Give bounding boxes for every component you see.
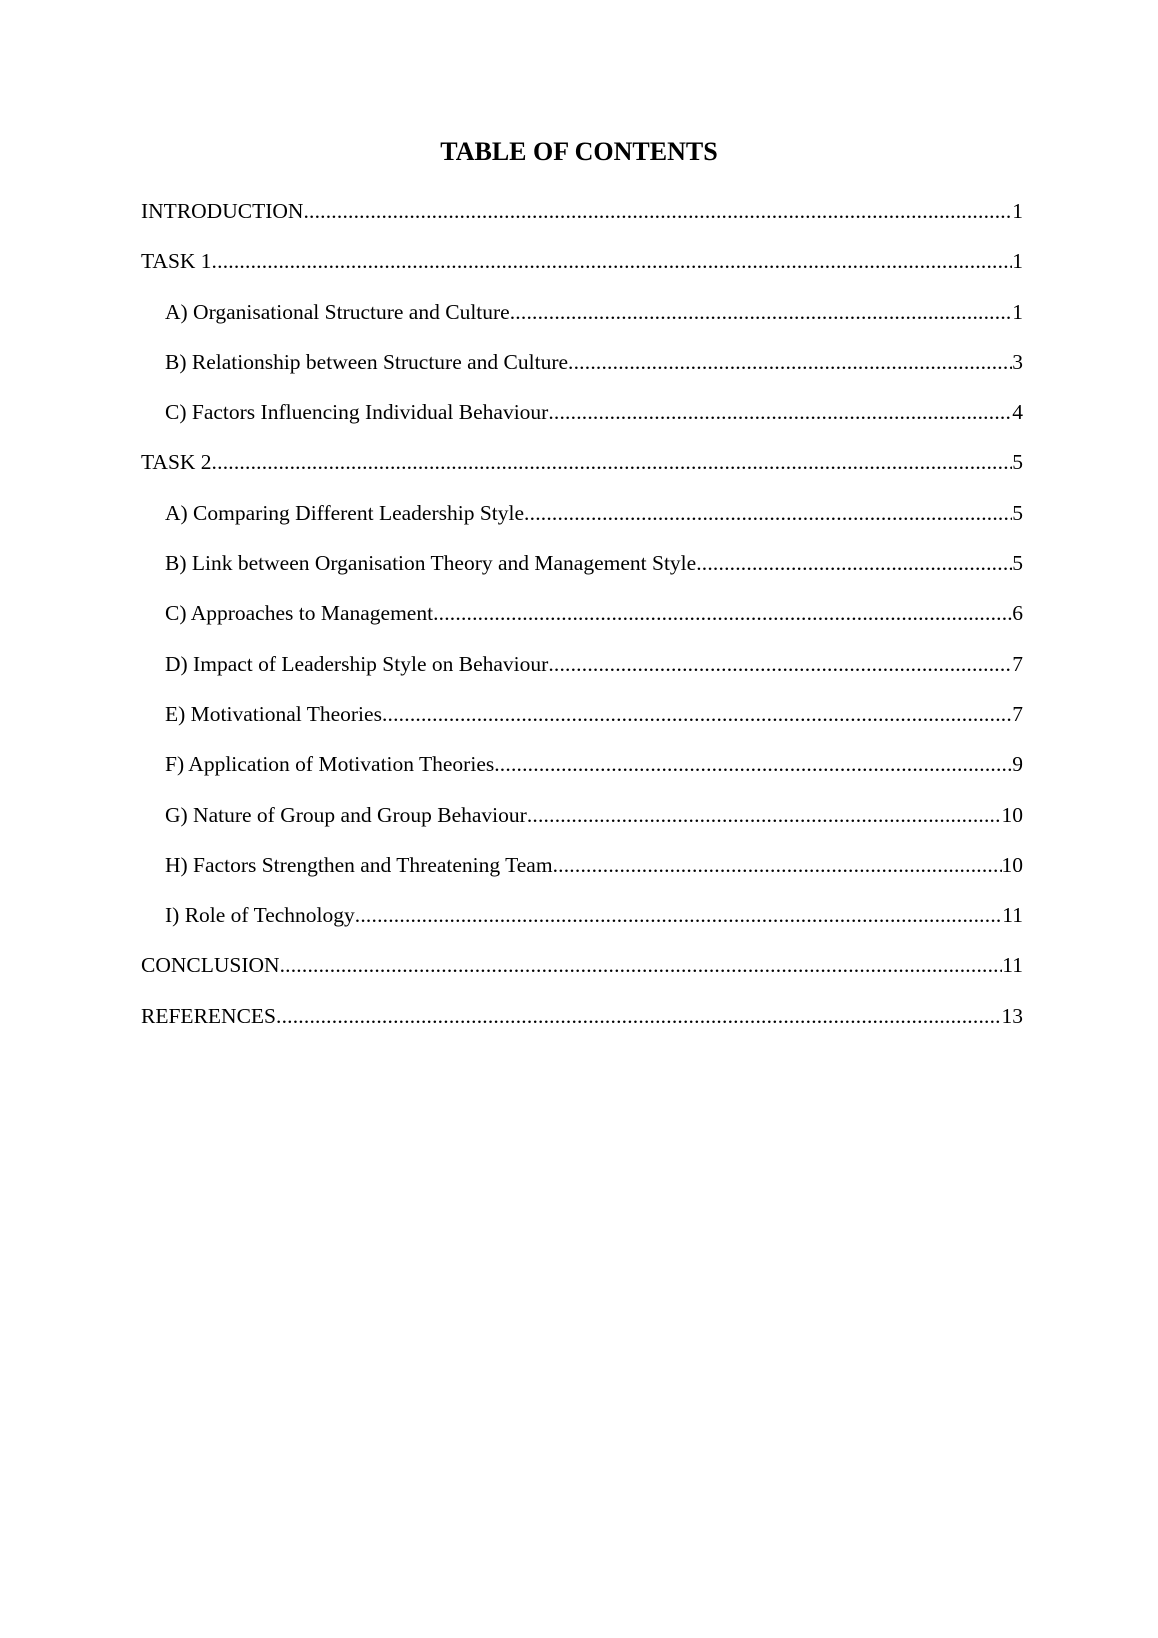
- toc-entry-label: TASK 2: [141, 450, 212, 475]
- toc-entry-page: 5: [1012, 551, 1023, 576]
- toc-entry-structure-culture-relationship[interactable]: [141, 347, 1023, 397]
- toc-dot-leader: [303, 196, 1012, 226]
- toc-entry-organisational-structure[interactable]: [141, 297, 1023, 347]
- toc-entry-organisation-theory[interactable]: [141, 548, 1023, 598]
- toc-dot-leader: [433, 598, 1012, 628]
- toc-entry-label: E) Motivational Theories: [165, 701, 382, 726]
- toc-dot-leader: [524, 498, 1012, 528]
- toc-dot-leader: [510, 297, 1013, 327]
- toc-entry-page: 1: [1012, 199, 1023, 223]
- toc-entry-label: B) Relationship between Structure and Culture: [165, 349, 569, 374]
- toc-entry-label: F) Application of Motivation Theories: [165, 752, 495, 777]
- toc-entry-approaches-management[interactable]: [141, 598, 1023, 648]
- toc-entry-page: 5: [1012, 450, 1023, 475]
- toc-entry-task-2[interactable]: [141, 447, 1023, 497]
- toc-dot-leader: [527, 800, 1002, 830]
- toc-entry-label: G) Nature of Group and Group Behaviour: [165, 802, 527, 827]
- toc-entry-group-behaviour[interactable]: [141, 800, 1023, 850]
- toc-dot-leader: [548, 397, 1012, 427]
- toc-dot-leader: [212, 246, 1013, 276]
- toc-entry-page: 11: [1002, 903, 1023, 928]
- toc-entry-motivation-application[interactable]: [141, 749, 1023, 799]
- toc-dot-leader: [212, 447, 1013, 477]
- toc-entry-team-factors[interactable]: [141, 850, 1023, 900]
- toc-entry-label: A) Organisational Structure and Culture: [165, 299, 510, 324]
- toc-entry-page: 10: [1001, 802, 1023, 827]
- toc-entry-introduction[interactable]: [141, 196, 1023, 246]
- toc-entry-page: 10: [1001, 852, 1023, 877]
- toc-entry-label: CONCLUSION: [141, 953, 280, 978]
- toc-list: [141, 196, 1023, 1051]
- toc-entry-label: A) Comparing Different Leadership Style: [165, 500, 525, 525]
- toc-entry-page: 11: [1002, 953, 1023, 978]
- toc-dot-leader: [568, 347, 1012, 377]
- toc-entry-page: 1: [1012, 299, 1023, 324]
- toc-entry-label: TASK 1: [141, 249, 212, 274]
- toc-entry-page: 4: [1012, 400, 1023, 425]
- toc-entry-references[interactable]: [141, 1001, 1023, 1051]
- toc-entry-label: C) Factors Influencing Individual Behaviour: [165, 400, 549, 425]
- toc-entry-individual-behaviour[interactable]: [141, 397, 1023, 447]
- toc-title: TABLE OF CONTENTS: [440, 137, 718, 166]
- toc-dot-leader: [696, 548, 1012, 578]
- toc-entry-label: REFERENCES: [141, 1003, 276, 1028]
- toc-dot-leader: [280, 950, 1003, 980]
- toc-dot-leader: [355, 900, 1003, 930]
- toc-entry-task-1[interactable]: [141, 246, 1023, 296]
- toc-dot-leader: [548, 649, 1012, 679]
- toc-dot-leader: [553, 850, 1002, 880]
- toc-entry-page: 13: [1001, 1003, 1023, 1028]
- toc-entry-page: 7: [1012, 701, 1023, 726]
- toc-entry-page: 6: [1012, 601, 1023, 626]
- toc-entry-label: D) Impact of Leadership Style on Behaviour: [165, 651, 549, 676]
- toc-dot-leader: [382, 699, 1012, 729]
- toc-entry-page: 3: [1012, 349, 1023, 374]
- toc-entry-conclusion[interactable]: [141, 950, 1023, 1000]
- toc-entry-page: 1: [1012, 249, 1023, 274]
- toc-entry-leadership-impact[interactable]: [141, 649, 1023, 699]
- toc-dot-leader: [494, 749, 1012, 779]
- toc-entry-page: 9: [1012, 752, 1023, 777]
- toc-dot-leader: [276, 1001, 1002, 1031]
- toc-entry-leadership-style[interactable]: [141, 498, 1023, 548]
- toc-entry-label: C) Approaches to Management: [165, 601, 434, 626]
- toc-entry-label: I) Role of Technology: [165, 903, 355, 928]
- toc-entry-page: 5: [1012, 500, 1023, 525]
- toc-entry-label: H) Factors Strengthen and Threatening Team: [165, 852, 553, 877]
- toc-entry-motivational-theories[interactable]: [141, 699, 1023, 749]
- toc-entry-label: INTRODUCTION: [141, 199, 304, 223]
- toc-entry-page: 7: [1012, 651, 1023, 676]
- toc-entry-label: B) Link between Organisation Theory and Management Style: [165, 551, 697, 576]
- toc-entry-role-technology[interactable]: [141, 900, 1023, 950]
